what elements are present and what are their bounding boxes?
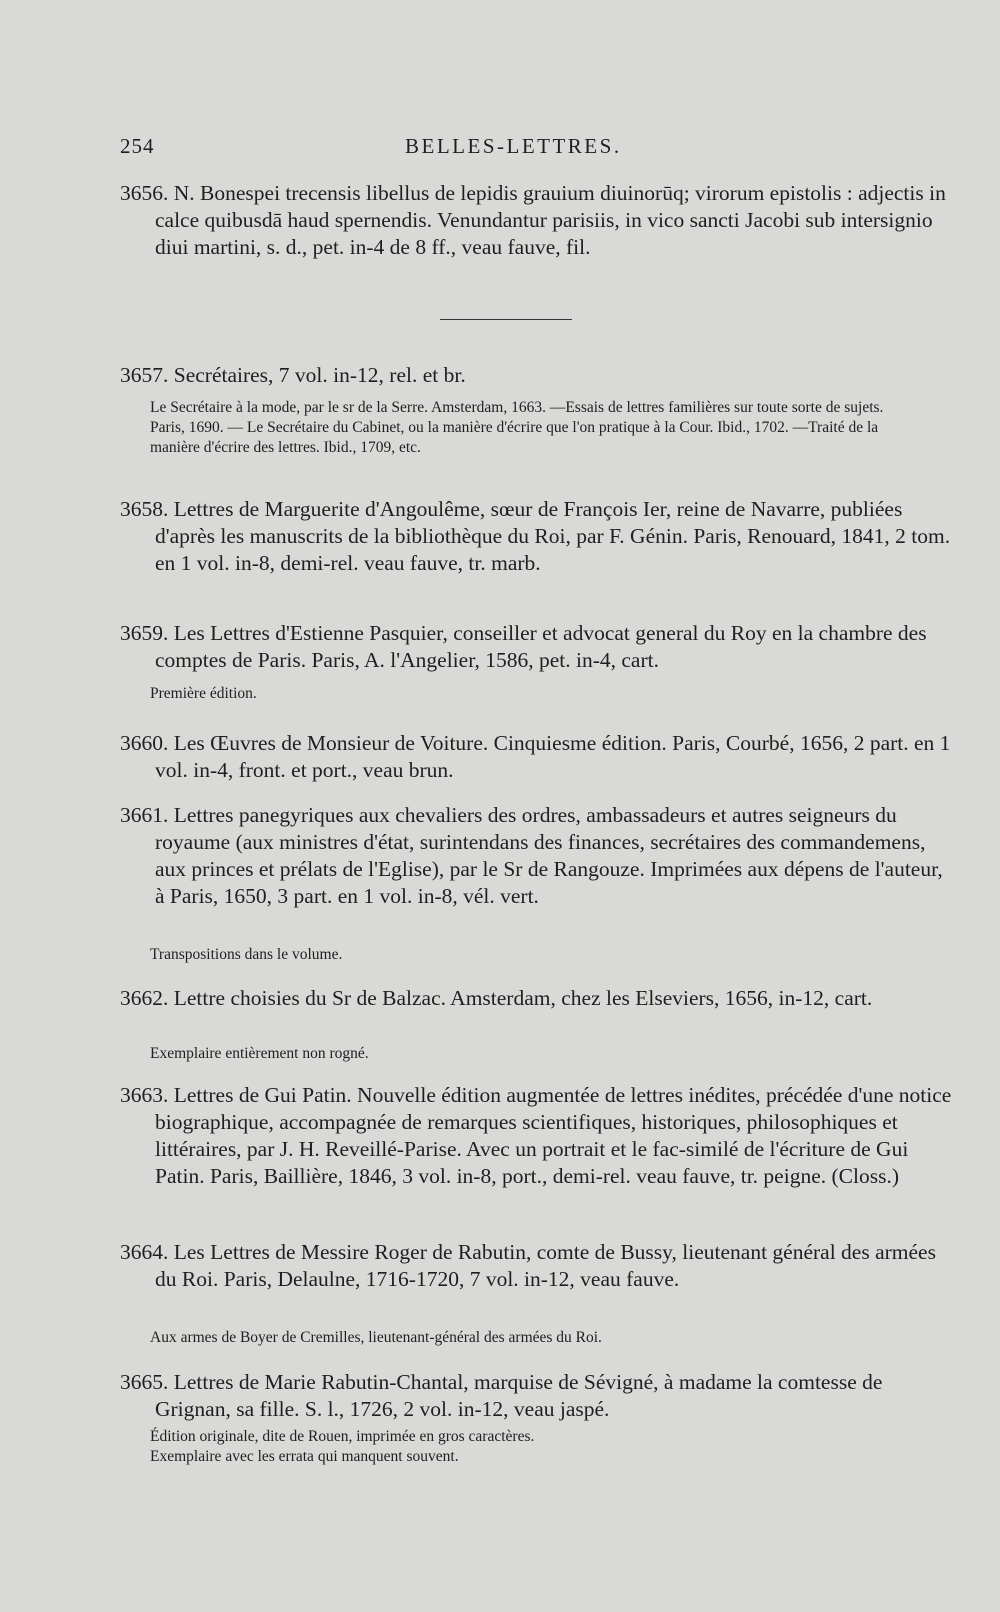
entry-number: 3663. [120,1083,169,1107]
running-title: BELLES-LETTRES. [405,134,622,158]
entry-number: 3657. [120,363,169,387]
entry-3661 [120,802,955,910]
entry-body: Lettres panegyriques aux chevaliers des ordres, ambassadeurs et autres seigneurs du royaume (aux ministres d'état, surintendans des finances, secrétaires des commandemens, aux princes et prélats de l'Eglise), par le Sr de Rangouze. Imprimées aux dépens de l'auteur, à Paris, 1650, 3 part. en 1 vol. in-8, vél. vert. [155,803,943,908]
entry-body: Lettres de Marguerite d'Angoulême, sœur de François Ier, reine de Navarre, publiées d'après les manuscrits de la bibliothèque du Roi, par F. Génin. Paris, Renouard, 1841, 2 tom. en 1 vol. in-8, demi-rel. veau fauve, tr. marb. [155,497,951,575]
entry-3660 [120,730,955,784]
entry-note: Aux armes de Boyer de Cremilles, lieutenant-général des armées du Roi. [150,1329,602,1346]
entry-number: 3664. [120,1240,169,1264]
page-number: 254 [120,134,155,158]
entry-3659 [120,620,955,674]
entry-3665 [120,1369,955,1423]
entry-body: Les Lettres d'Estienne Pasquier, conseiller et advocat general du Roy en la chambre des comptes de Paris. Paris, A. l'Angelier, 1586, pet. in-4, cart. [155,621,927,672]
entry-body: Lettre choisies du Sr de Balzac. Amsterdam, chez les Elseviers, 1656, in-12, cart. [173,986,873,1010]
entry-3657 [120,362,920,389]
entry-body: Les Lettres de Messire Roger de Rabutin, comte de Bussy, lieutenant général des armées du Roi. Paris, Delaulne, 1716-1720, 7 vol. in-12, veau fauve. [155,1240,936,1291]
entry-body: Les Œuvres de Monsieur de Voiture. Cinquiesme édition. Paris, Courbé, 1656, 2 part. en 1 vol. in-4, front. et port., veau brun. [155,731,951,782]
entry-number: 3662. [120,986,169,1010]
entry-3663 [120,1082,955,1190]
entry-body: Secrétaires, 7 vol. in-12, rel. et br. [173,363,466,387]
entry-note: Transpositions dans le volume. [150,946,343,963]
entry-note: Édition originale, dite de Rouen, imprimée en gros caractères. [150,1428,535,1445]
entry-number: 3661. [120,803,169,827]
entry-body: Lettres de Marie Rabutin-Chantal, marquise de Sévigné, à madame la comtesse de Grignan, sa fille. S. l., 1726, 2 vol. in-12, veau jaspé. [155,1370,883,1421]
entry-number: 3656. [120,181,169,205]
entry-note: Exemplaire avec les errata qui manquent souvent. [150,1448,459,1465]
entry-number: 3659. [120,621,169,645]
entry-3658 [120,496,955,577]
entry-3656 [120,180,955,261]
entry-note: Le Secrétaire à la mode, par le sr de la Serre. Amsterdam, 1663. —Essais de lettres familières sur toute sorte de sujets. Paris, 1690. — Le Secrétaire du Cabinet, ou la manière d'écrire que l'on pratique à la Cour. Ibid., 1702. —Traité de la manière d'écrire des lettres. Ibid., 1709, etc. [150,399,884,456]
entry-number: 3665. [120,1370,169,1394]
entry-body: N. Bonespei trecensis libellus de lepidis grauium diuinorūq; virorum epistolis : adjectis in calce quibusdā haud spernendis. Venundantur parisiis, in vico sancti Jacobi sub intersignio diui martini, s. d., pet. in-4 de 8 ff., veau fauve, fil. [155,181,946,259]
entry-3664 [120,1239,955,1293]
entry-number: 3660. [120,731,169,755]
entry-3662 [120,985,955,1012]
running-header [0,134,1000,164]
entry-body: Lettres de Gui Patin. Nouvelle édition augmentée de lettres inédites, précédée d'une notice biographique, accompagnée de remarques scientifiques, historiques, philosophiques et littéraires, par J. H. Reveillé-Parise. Avec un portrait et le fac-similé de l'écriture de Gui Patin. Paris, Baillière, 1846, 3 vol. in-8, port., demi-rel. veau fauve, tr. peigne. (Closs.) [155,1083,952,1188]
entry-number: 3658. [120,497,169,521]
entry-note: Exemplaire entièrement non rogné. [150,1045,369,1062]
entry-note: Première édition. [150,685,257,702]
section-divider [440,319,572,320]
